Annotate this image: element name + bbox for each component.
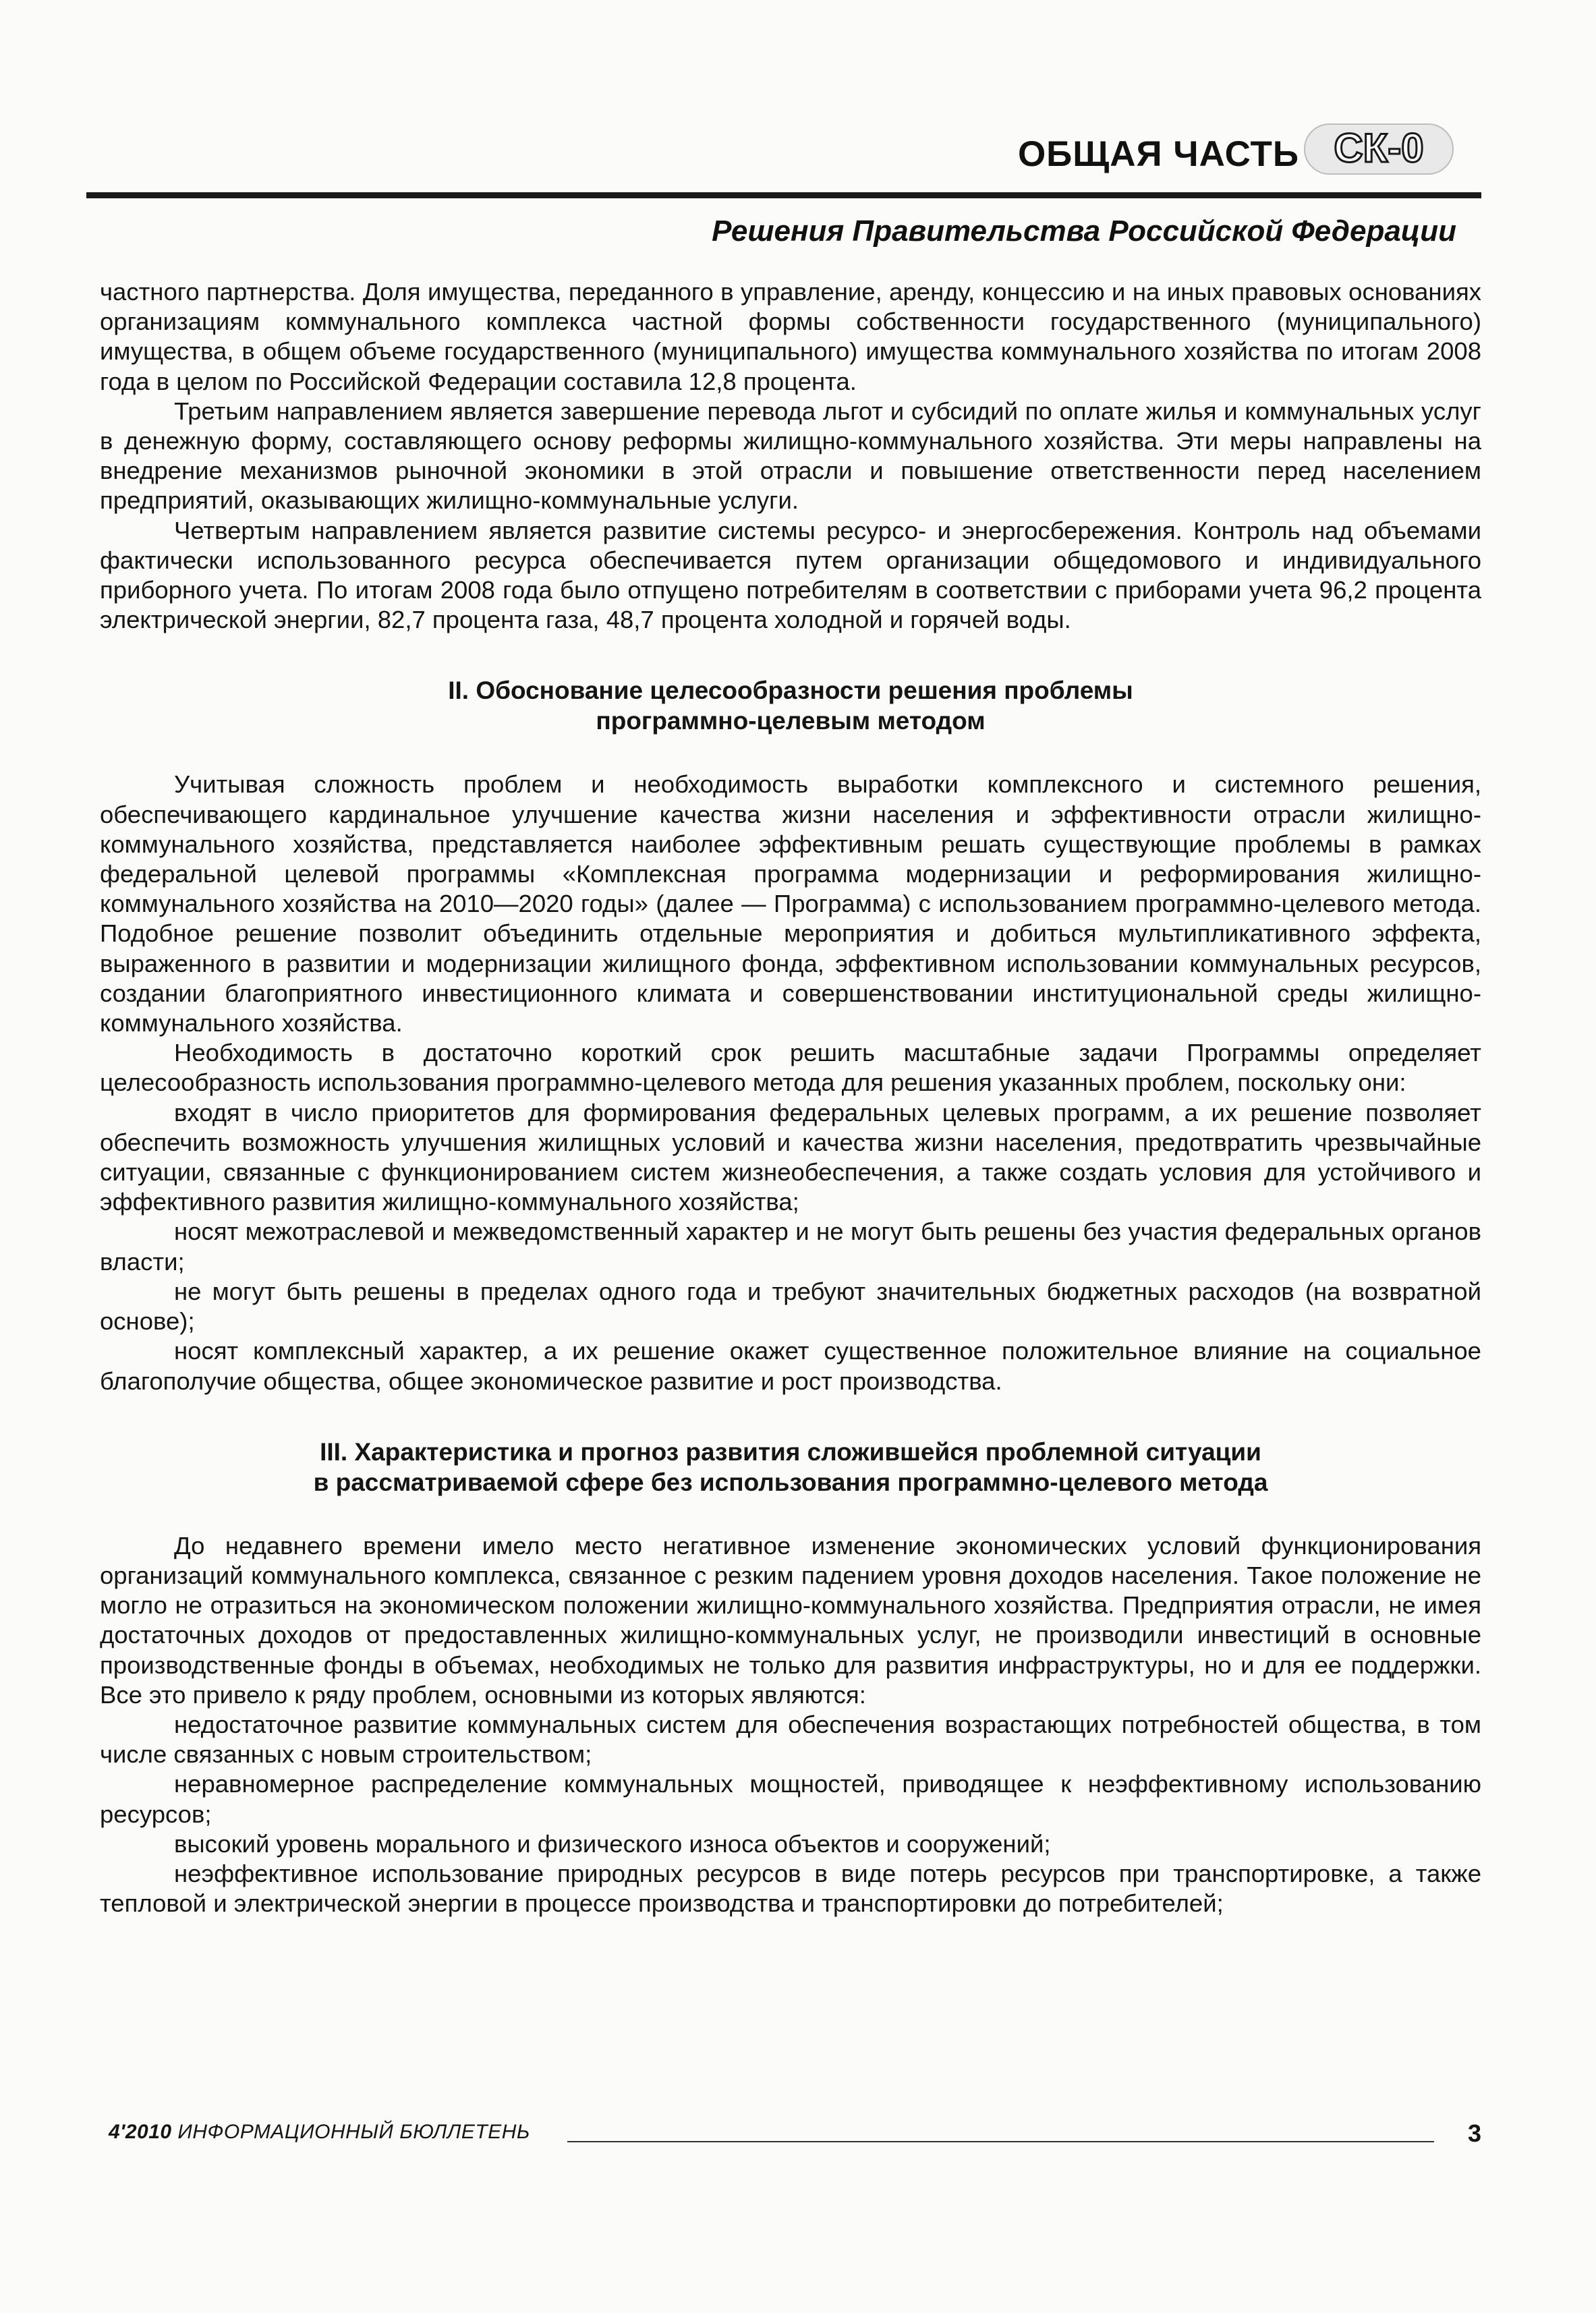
issue-number: 4'2010 [109,2121,172,2143]
footer-rule [567,2141,1434,2142]
paragraph: частного партнерства. Доля имущества, переданного в управление, аренду, концессию и на иных правовых основаниях организациям коммунального комплекса частной формы собственности государственного (муниципального) имущества, в общем объеме государственного (муниципального) имущества коммунального хозяйства по итогам 2008 года в целом по Российской Федерации составила 12,8 процента. [100,278,1481,395]
paragraph: Необходимость в достаточно короткий срок решить масштабные задачи Программы определяет целесообразность использования программно-целевого метода для решения указанных проблем, поскольку они: [100,1039,1481,1097]
list-item: носят комплексный характер, а их решение окажет существенное положительное влияние на социальное благополучие общества, общее экономическое развитие и рост производства. [100,1337,1481,1395]
section-subtitle: Решения Правительства Российской Федерации [712,215,1456,248]
paragraph: Учитывая сложность проблем и необходимость выработки комплексного и системного решения, обеспечивающего кардинальное улучшение качества жизни населения и эффективности отрасли жилищно-коммунального хозяйства, представляется наиболее эффективным решать существующие проблемы в рамках федеральной целевой программы «Комплексная программа модернизации и реформирования жилищно-коммунального хозяйства на 2010—2020 годы» (далее — Программа) с использованием программно-целевого метода. Подобное решение позволит объединить отдельные мероприятия и добиться мультипликативного эффекта, выраженного в развитии и модернизации жилищного фонда, эффективном использовании коммунальных ресурсов, создании благоприятного инвестиционного климата и совершенствовании институциональной среды жилищно-коммунального хозяйства. [100,770,1481,1037]
logo-text: СК-0 [1334,125,1424,171]
list-item: высокий уровень морального и физического износа объектов и сооружений; [174,1829,1051,1858]
list-item: неравномерное распределение коммунальных мощностей, приводящее к неэффективному использованию ресурсов; [100,1770,1481,1828]
paragraph: Четвертым направлением является развитие системы ресурсо- и энергосбережения. Контроль над объемами фактически использованного ресурса обеспечивается путем организации общедомового и индивидуального приборного учета. По итогам 2008 года было отпущено потребителям в соответствии с приборами учета 96,2 процента электрической энергии, 82,7 процента газа, 48,7 процента холодной и горячей воды. [100,516,1481,634]
list-item: неэффективное использование природных ресурсов в виде потерь ресурсов при транспортировке, а также тепловой и электрической энергии в процессе производства и транспортировки до потребителей; [100,1859,1481,1918]
heading-line: программно-целевым методом [596,707,986,735]
header-rule [86,192,1481,198]
paragraph: До недавнего времени имело место негативное изменение экономических условий функционирования организаций коммунального комплекса, связанное с резким падением уровня доходов населения. Такое положение не могло не отразиться на экономическом положении жилищно-коммунального хозяйства. Предприятия отрасли, не имея достаточных доходов от предоставленных жилищно-коммунальных услуг, не производили инвестиций в основные производственные фонды в объемах, необходимых не только для развития инфраструктуры, но и для ее поддержки. Все это привело к ряду проблем, основными из которых являются: [100,1531,1481,1709]
list-item: входят в число приоритетов для формирования федеральных целевых программ, а их решение позволяет обеспечить возможность улучшения жилищных условий и качества жизни населения, предотвратить чрезвычайные ситуации, связанные с функционированием систем жизнеобеспечения, а также создать условия для устойчивого и эффективного развития жилищно-коммунального хозяйства; [100,1098,1481,1216]
journal-name: ИНФОРМАЦИОННЫЙ БЮЛЛЕТЕНЬ [177,2121,530,2143]
section-heading-3 [100,1437,1481,1497]
heading-line: II. Обоснование целесообразности решения проблемы [448,677,1133,705]
paragraph: Третьим направлением является завершение перевода льгот и субсидий по оплате жилья и коммунальных услуг в денежную форму, составляющего основу реформы жилищно-коммунального хозяйства. Эти меры направлены на внедрение механизмов рыночной экономики в этой отрасли и повышение ответственности перед населением предприятий, оказывающих жилищно-коммунальные услуги. [100,397,1481,515]
heading-line: в рассматриваемой сфере без использования программно-целевого метода [313,1468,1268,1496]
document-body [100,277,1481,1918]
section-heading-2 [100,675,1481,736]
page-footer [109,2119,1481,2153]
list-item: носят межотраслевой и межведомственный характер и не могут быть решены без участия федеральных органов власти; [100,1218,1481,1276]
list-item: не могут быть решены в пределах одного года и требуют значительных бюджетных расходов (на возвратной основе); [100,1277,1481,1336]
page-number: 3 [1467,2119,1481,2147]
section-title: ОБЩАЯ ЧАСТЬ [1017,134,1299,174]
list-item: недостаточное развитие коммунальных систем для обеспечения возрастающих потребностей общества, в том числе связанных с новым строительством; [100,1710,1481,1769]
footer-journal [109,2121,544,2144]
ck0-logo [1302,120,1456,178]
heading-line: III. Характеристика и прогноз развития сложившейся проблемной ситуации [320,1437,1261,1466]
